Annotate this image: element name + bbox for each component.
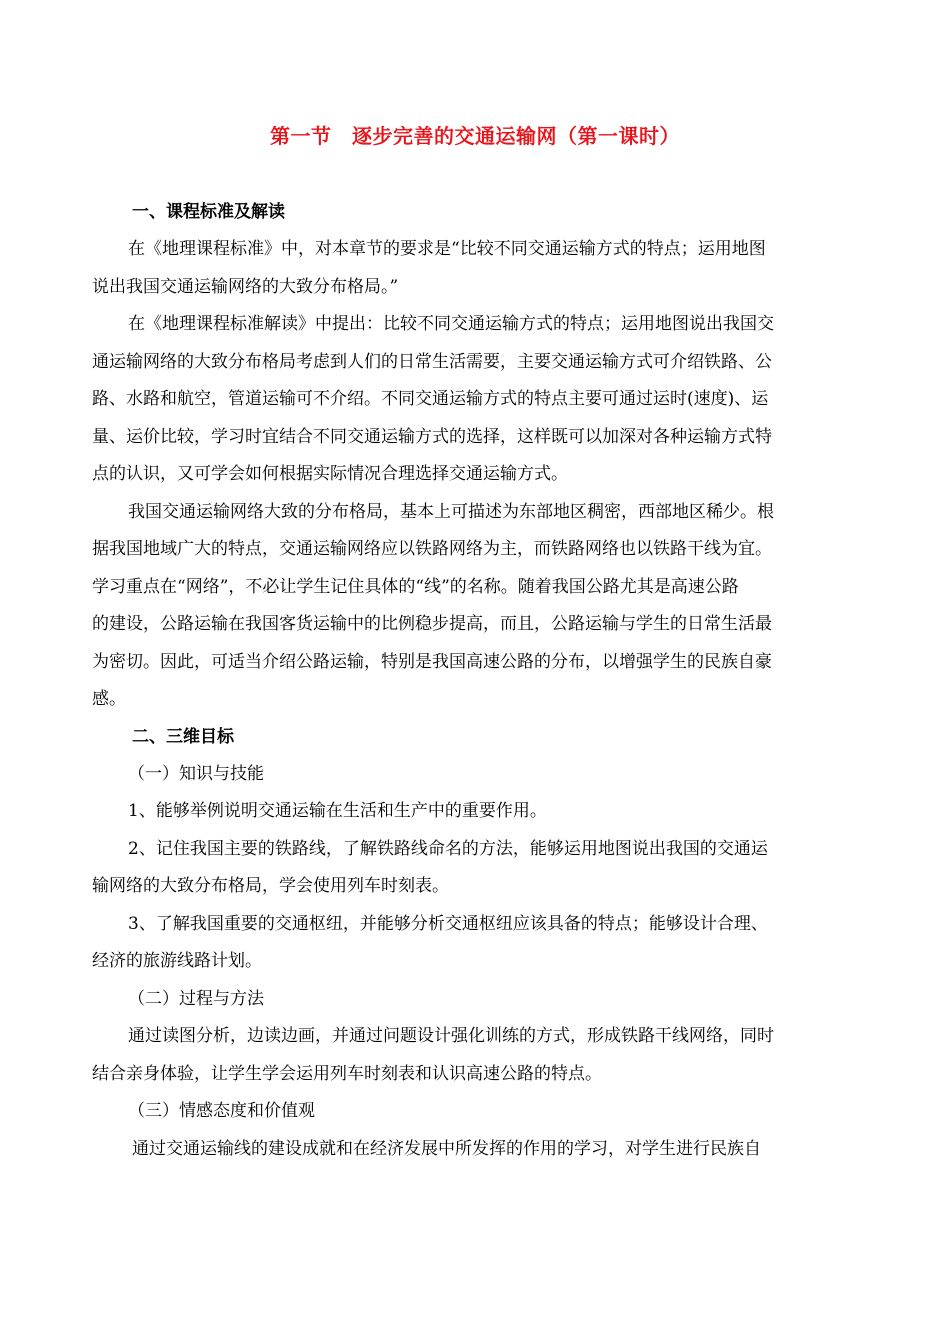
document-page xyxy=(92,118,858,1168)
page-title: 第一节 逐步完善的交通运输网（第一课时） xyxy=(270,124,680,148)
text-line: 据我国地域广大的特点，交通运输网络应以铁路网络为主，而铁路网络也以铁路干线为宜。 xyxy=(92,539,772,559)
text-line: 3、了解我国重要的交通枢纽，并能够分析交通枢纽应该具备的特点；能够设计合理、 xyxy=(128,913,768,934)
paragraph-standard xyxy=(92,231,858,306)
text-line: 经济的旅游线路计划。 xyxy=(92,951,262,971)
text-line: 通过读图分析，边读边画，并通过问题设计强化训练的方式，形成铁路干线网络，同时 xyxy=(128,1026,774,1046)
subheading-process: （二）过程与方法 xyxy=(128,988,264,1009)
text-line: 在《地理课程标准》中，对本章节的要求是“比较不同交通运输方式的特点；运用地图 xyxy=(128,239,766,259)
objective-item-2 xyxy=(92,831,858,906)
text-line: 2、记住我国主要的铁路线，了解铁路线命名的方法，能够运用地图说出我国的交通运 xyxy=(128,838,768,859)
paragraph-values xyxy=(92,1131,858,1169)
text-line: 在《地理课程标准解读》中提出：比较不同交通运输方式的特点；运用地图说出我国交 xyxy=(128,314,774,334)
section-heading-objectives: 二、三维目标 xyxy=(132,726,234,747)
text-line: 路、水路和航空，管道运输可不介绍。不同交通运输方式的特点主要可通过运时(速度)、运 xyxy=(92,389,769,409)
objective-item-3 xyxy=(92,906,858,981)
text-line: 我国交通运输网络大致的分布格局，基本上可描述为东部地区稠密，西部地区稀少。根 xyxy=(128,501,774,522)
subheading-knowledge: （一）知识与技能 xyxy=(128,763,264,784)
paragraph-interpretation xyxy=(92,306,858,494)
text-line: 通过交通运输线的建设成就和在经济发展中所发挥的作用的学习，对学生进行民族自 xyxy=(132,1138,761,1159)
subheading-values: （三）情感态度和价值观 xyxy=(128,1101,315,1121)
text-line: 为密切。因此，可适当介绍公路运输，特别是我国高速公路的分布，以增强学生的民族自豪 xyxy=(92,651,772,672)
section-heading-curriculum: 一、课程标准及解读 xyxy=(132,202,285,222)
paragraph-process xyxy=(92,1018,858,1093)
text-line: 的建设，公路运输在我国客货运输中的比例稳步提高，而且，公路运输与学生的日常生活最 xyxy=(92,614,772,634)
text-line: 点的认识，又可学会如何根据实际情况合理选择交通运输方式。 xyxy=(92,464,568,484)
paragraph-distribution xyxy=(92,494,858,719)
text-line: 说出我国交通运输网络的大致分布格局。” xyxy=(92,276,399,297)
objective-item-1 xyxy=(92,793,858,831)
text-line: 结合亲身体验，让学生学会运用列车时刻表和认识高速公路的特点。 xyxy=(92,1063,602,1084)
text-line: 通运输网络的大致分布格局考虑到人们的日常生活需要，主要交通运输方式可介绍铁路、公 xyxy=(92,351,772,372)
text-line: 输网络的大致分布格局，学会使用列车时刻表。 xyxy=(92,876,449,896)
text-line: 感。 xyxy=(92,689,126,709)
text-line: 量、运价比较，学习时宜结合不同交通运输方式的选择，这样既可以加深对各种运输方式特 xyxy=(92,426,772,447)
text-line: 1、能够举例说明交通运输在生活和生产中的重要作用。 xyxy=(128,801,547,821)
text-line: 学习重点在“网络”，不必让学生记住具体的“线”的名称。随着我国公路尤其是高速公路 xyxy=(92,576,739,597)
